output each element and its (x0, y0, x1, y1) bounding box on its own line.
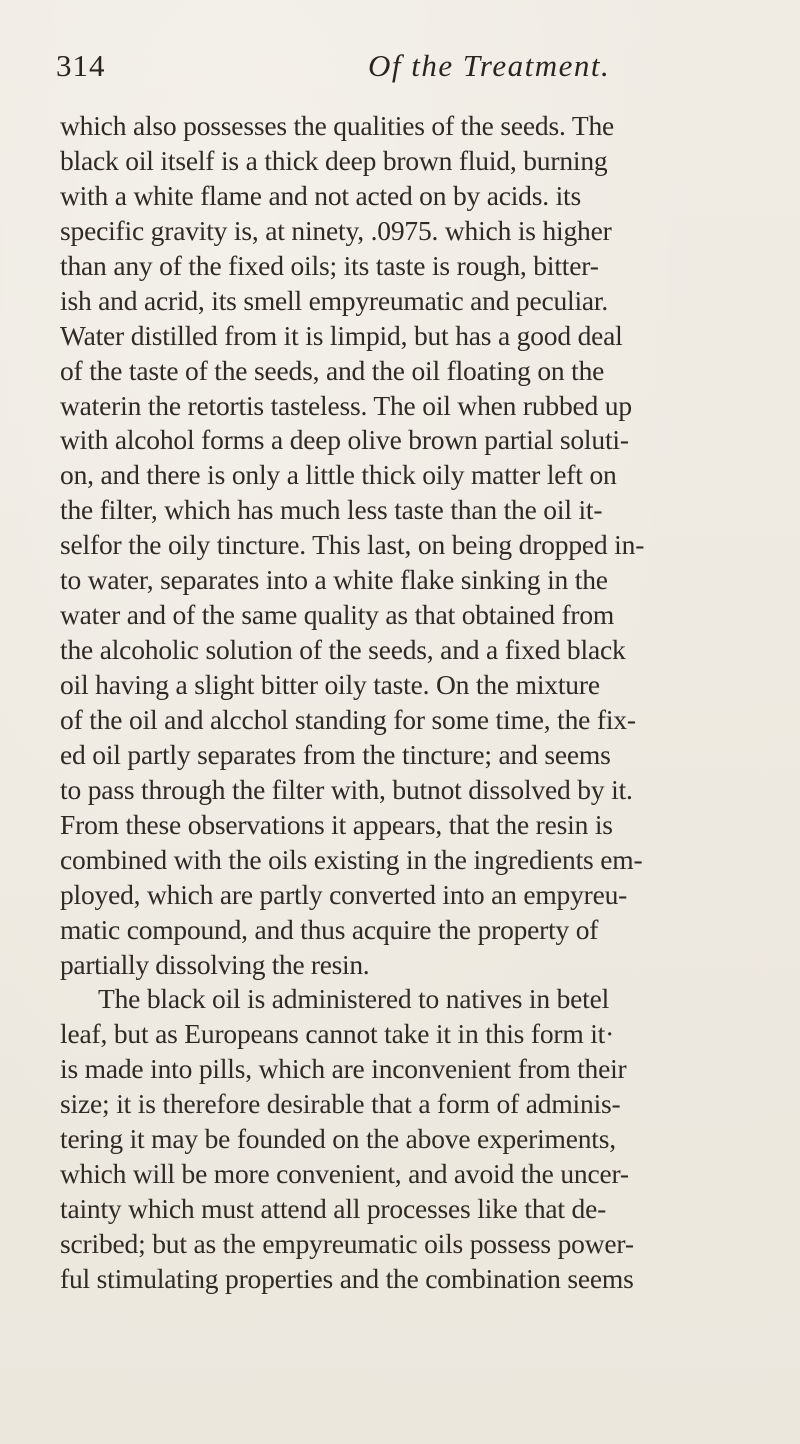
text-line: black oil itself is a thick deep brown fluid, burning (60, 144, 608, 176)
text-line: on, and there is only a little thick oily matter left on (60, 459, 617, 491)
text-line: partially dissolving the resin. (60, 948, 370, 980)
text-line: ployed, which are partly converted into an empyreu- (60, 878, 628, 910)
running-head: Of the Treatment. (368, 48, 611, 83)
text-line: the filter, which has much less taste than the oil it- (60, 494, 603, 526)
text-line: of the oil and alcchol standing for some time, the fix- (60, 703, 636, 735)
text-line: the alcoholic solution of the seeds, and a fixed black (60, 634, 626, 666)
text-line: tering it may be founded on the above experiments, (60, 1123, 616, 1155)
text-line: From these observations it appears, that the resin is (60, 808, 613, 840)
page-header (56, 48, 756, 88)
text-line: oil having a slight bitter oily taste. On the mixture (60, 669, 600, 700)
text-line: scribed; but as the empyreumatic oils possess power- (60, 1228, 634, 1259)
text-line: selfor the oily tincture. This last, on being dropped in- (60, 529, 645, 561)
text-line: leaf, but as Europeans cannot take it in this form it· (60, 1018, 615, 1050)
text-line: with a white flame and not acted on by acids. its (60, 179, 581, 211)
paragraph-start-line: The black oil is administered to natives in betel (98, 983, 610, 1015)
text-line: Water distilled from it is limpid, but has a good deal (60, 319, 623, 351)
text-line: specific gravity is, at ninety, .0975. which is higher (60, 214, 612, 246)
text-line: ed oil partly separates from the tincture; and seems (60, 738, 611, 770)
text-line: with alcohol forms a deep olive brown partial soluti- (60, 424, 629, 456)
text-line: than any of the fixed oils; its taste is rough, bitter- (60, 249, 599, 281)
text-line: ful stimulating properties and the combination seems (60, 1262, 634, 1294)
text-line: combined with the oils existing in the ingredients em- (60, 843, 643, 875)
text-line: tainty which must attend all processes like that de- (60, 1193, 607, 1225)
page-number: 314 (56, 48, 106, 83)
text-line: size; it is therefore desirable that a form of adminis- (60, 1088, 621, 1120)
text-line: which also possesses the qualities of the seeds. The (60, 110, 615, 141)
body-text (60, 109, 800, 1297)
text-line: of the taste of the seeds, and the oil floating on the (60, 354, 605, 386)
text-line: waterin the retortis tasteless. The oil when rubbed up (60, 389, 632, 421)
text-line: is made into pills, which are inconvenient from their (60, 1053, 627, 1085)
text-line: water and of the same quality as that obtained from (60, 599, 615, 631)
text-line: ish and acrid, its smell empyreumatic and peculiar. (60, 284, 609, 316)
text-line: to pass through the filter with, butnot dissolved by it. (60, 773, 633, 805)
text-line: to water, separates into a white flake sinking in the (60, 564, 608, 596)
text-line: matic compound, and thus acquire the property of (60, 913, 599, 945)
text-line: which will be more convenient, and avoid the uncer- (60, 1158, 629, 1190)
